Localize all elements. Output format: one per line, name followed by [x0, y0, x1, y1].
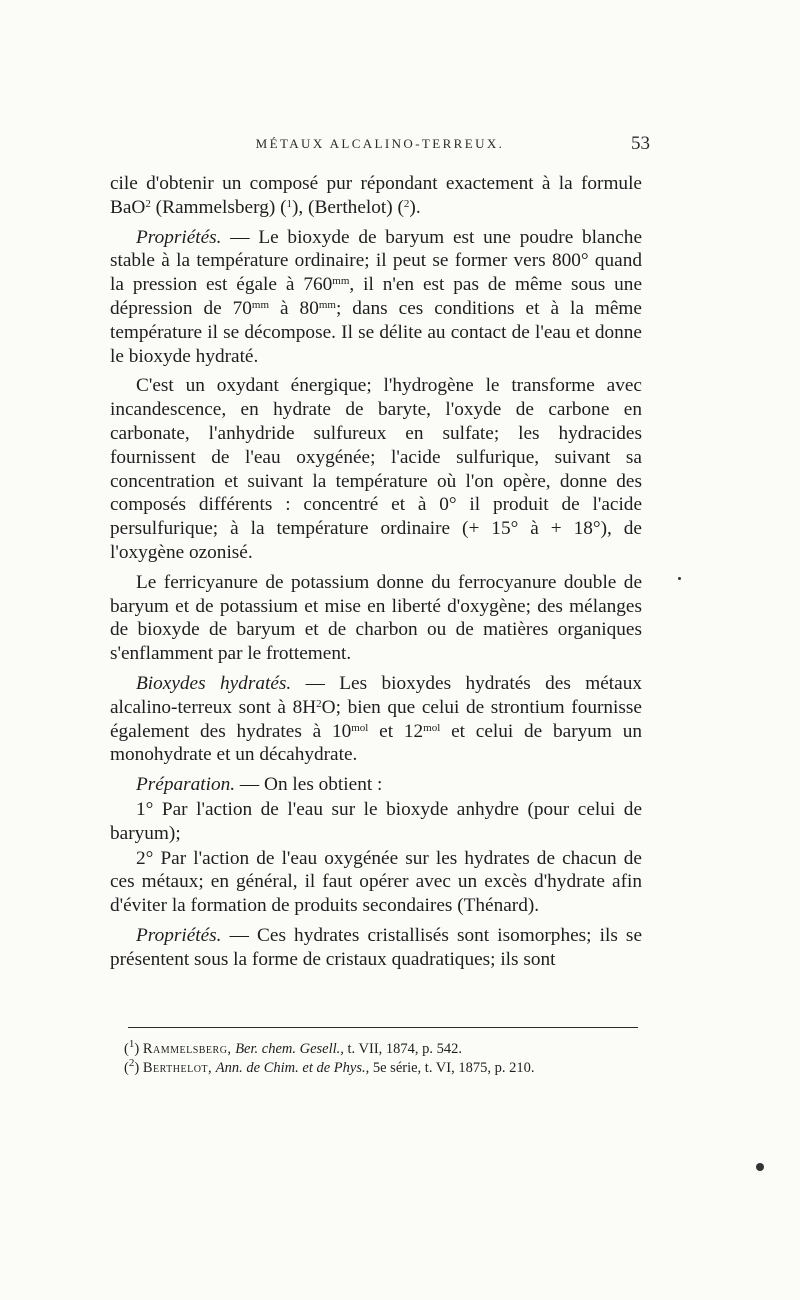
footnotes [124, 1040, 664, 1078]
section-label: Propriétés. [136, 924, 222, 946]
footnote-author: Rammelsberg, [142, 1041, 232, 1057]
footnote-ref: 2 [403, 197, 410, 210]
page-header [110, 133, 650, 158]
text-run: ), (Berthelot) ( [292, 196, 404, 218]
text-run: ; dans ces conditions et à la même température il se décompose. Il se délite au contact de l'eau et donne le bioxyde hydraté. [110, 297, 642, 367]
unit-superscript: mm [251, 298, 270, 311]
footnote-details: 5e série, t. VI, 1875, p. 210. [369, 1060, 535, 1076]
ink-speck [678, 577, 681, 580]
page-number: 53 [631, 133, 650, 154]
paragraph-proprietes-hydrates [110, 924, 642, 972]
footnote-work: Ann. de Chim. et de Phys., [215, 1060, 370, 1076]
text-run: — Le bioxyde de baryum est une poudre blanche stable à la température ordinaire; il peut se former vers 800° quand la pression est égale à 760 [110, 226, 642, 296]
paragraph-oxydant: C'est un oxydant énergique; l'hydrogène le transforme avec incandescence, en hydrate de baryte, l'oxyde de carbone en carbonate, l'anhydride sulfureux en sulfate; les hydracides fournissent de l'eau oxygénée; l'acide sulfurique, suivant sa concentration et suivant la température où l'on opère, donne des composés différents : concentré et à 0° il produit de l'acide persulfurique; à la température ordinaire (+ 15° à + 18°), de l'oxygène ozonisé. [110, 375, 642, 563]
footnote-1: ($^1$) Rammelsberg, Ber. chem. Gesell., t. VII, 1874, p. 542. [124, 1038, 463, 1057]
paragraph-continuation [110, 172, 642, 220]
paragraph-preparation [110, 773, 642, 797]
list-item: 1° Par l'action de l'eau sur le bioxyde anhydre (pour celui de baryum); [110, 798, 642, 844]
text-run: — On les obtient : [235, 774, 383, 796]
text-run: et 12 [368, 720, 424, 742]
text-run: et celui de baryum un monohydrate et un décahydrate. [110, 720, 642, 766]
text-run: — Ces hydrates cristallisés sont isomorphes; ils se présentent sous la forme de cristaux quadratiques; ils sont [110, 924, 642, 970]
footnote-work: Ber. chem. Gesell., [235, 1041, 344, 1057]
text-run: ). [409, 196, 421, 218]
section-label: Bioxydes hydratés. [136, 672, 292, 694]
text-run: , il n'en est pas de même sous une dépression de 70 [110, 274, 643, 319]
unit-superscript: mm [332, 275, 350, 288]
text-run: cile d'obtenir un composé pur répondant exactement à la formule BaO [110, 173, 642, 218]
paragraph-bioxydes-hydrates [110, 672, 642, 767]
section-label: Préparation. [136, 774, 236, 796]
unit-superscript: mol [423, 721, 441, 734]
body-text [110, 172, 642, 978]
footnote-2: ($^2$) Berthelot, Ann. de Chim. et de Phys., 5e série, t. VI, 1875, p. 210. [124, 1057, 535, 1076]
paragraph-ferricyanure: Le ferricyanure de potassium donne du ferrocyanure double de baryum et de potassium et mise en liberté d'oxygène; des mélanges de bioxyde de baryum et de charbon ou de matières organiques s'enflamment par le frottement. [110, 571, 642, 665]
footnote-details: t. VII, 1874, p. 542. [343, 1041, 463, 1057]
footnote-mark: 2 [128, 1057, 135, 1069]
superscript: 2 [145, 197, 151, 210]
text-run: — Les bioxydes hydratés des métaux alcalino-terreux sont à 8H [110, 672, 643, 718]
running-title: MÉTAUX ALCALINO-TERREUX. [255, 136, 505, 151]
paragraph-proprietes [110, 226, 642, 369]
footnote-ref: 1 [286, 197, 292, 210]
footnote-mark: 1 [128, 1038, 135, 1050]
text-run: à 80 [269, 297, 319, 319]
unit-superscript: mol [351, 721, 369, 734]
list-item: 2° Par l'action de l'eau oxygénée sur les hydrates de chacun de ces métaux; en général, il faut opérer avec un excès d'hydrate afin d'éviter la formation de produits secondaires (Thénard). [110, 847, 642, 917]
text-run: (Rammelsberg) ( [150, 196, 287, 218]
unit-superscript: mm [318, 298, 336, 311]
superscript: 2 [316, 697, 322, 710]
section-label: Propriétés. [136, 226, 222, 248]
ink-speck [756, 1163, 764, 1171]
footnote-author: Berthelot, [142, 1060, 213, 1076]
footnote-rule [128, 1027, 638, 1028]
text-run: O; bien que celui de strontium fournisse également des hydrates à 10 [110, 696, 642, 742]
